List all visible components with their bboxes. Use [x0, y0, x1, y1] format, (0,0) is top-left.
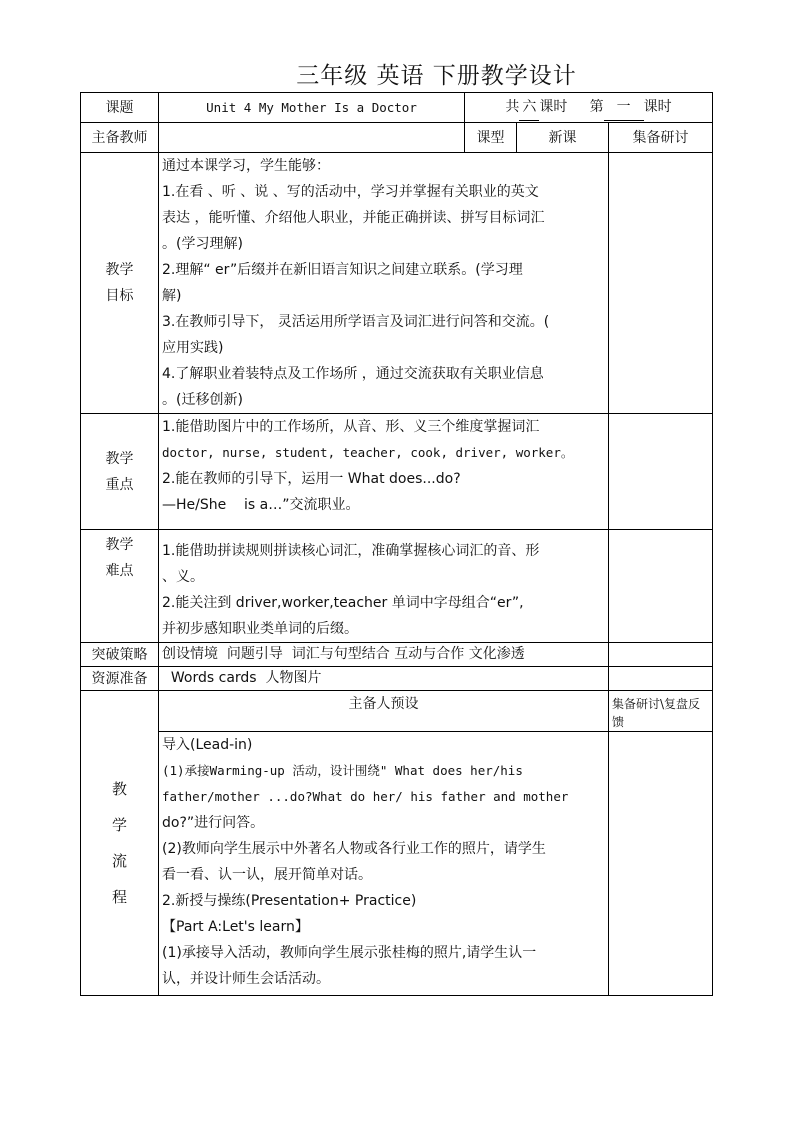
goals-line: 通过本课学习，学生能够：: [162, 158, 330, 174]
key-points-research: [609, 414, 713, 530]
flow-line: (2)教师向学生展示中外著名人物或各行业工作的照片，请学生: [162, 841, 546, 857]
difficulties-content: [159, 530, 609, 643]
resources-label: 资源准备: [81, 667, 159, 691]
goals-line: 。(学习理解): [162, 236, 243, 252]
key-points-line: doctor, nurse, student, teacher, cook, driver, worker。: [162, 445, 574, 460]
strategy-label: 突破策略: [81, 643, 159, 667]
flow-content: [159, 732, 609, 996]
difficulties-label: 教学 难点: [81, 530, 159, 643]
key-points-content: [159, 414, 609, 530]
resources-research: [609, 667, 713, 691]
teacher-value: [159, 123, 465, 153]
flow-line: 认，并设计师生会话活动。: [162, 971, 330, 987]
topic-row: [81, 93, 713, 123]
teacher-row: [81, 123, 713, 153]
difficulties-research: [609, 530, 713, 643]
difficulties-line: 、义。: [162, 569, 204, 585]
strategy-research: [609, 643, 713, 667]
flow-line: father/mother ...do?What do her/ his father and mother: [162, 789, 569, 804]
goals-line: 。(迁移创新): [162, 392, 243, 408]
topic-label: 课题: [81, 93, 159, 123]
flow-header-main: 主备人预设: [159, 691, 609, 732]
difficulties-line: 并初步感知职业类单词的后缀。: [162, 621, 358, 637]
difficulties-line: 1.能借助拼读规则拼读核心词汇，准确掌握核心词汇的音、形: [162, 543, 540, 559]
goals-row: [81, 153, 713, 414]
difficulties-line: 2.能关注到 driver,worker,teacher 单词中字母组合“er”,: [162, 595, 524, 611]
lesson-plan-table: [80, 92, 713, 996]
goals-line: 2.理解“ er”后缀并在新旧语言知识之间建立联系。(学习理: [162, 262, 523, 278]
document-title: 三年级 英语 下册教学设计: [296, 63, 577, 89]
strategy-value: 创设情境 问题引导 词汇与句型结合 互动与合作 文化渗透: [159, 643, 609, 667]
goals-line: 1.在看 、听 、说 、写的活动中，学习并掌握有关职业的英文: [162, 184, 539, 200]
topic-value: Unit 4 My Mother Is a Doctor: [159, 93, 465, 123]
strategy-row: [81, 643, 713, 667]
goals-line: 3.在教师引导下， 灵活运用所学语言及词汇进行问答和交流。(: [162, 314, 550, 330]
lesson-count: 共 六 课时 第 一 课时: [465, 93, 713, 123]
goals-line: 解): [162, 288, 182, 304]
goals-research: [609, 153, 713, 414]
goals-label: 教学 目标: [81, 153, 159, 414]
flow-content-row: [81, 732, 713, 996]
flow-line: (1)承接导入活动，教师向学生展示张桂梅的照片,请学生认一: [162, 945, 537, 961]
key-points-line: 2.能在教师的引导下，运用一 What does...do?: [162, 471, 461, 487]
teacher-label: 主备教师: [81, 123, 159, 153]
goals-line: 表达 ，能听懂、介绍他人职业，并能正确拼读、拼写目标词汇: [162, 210, 545, 226]
key-points-row: [81, 414, 713, 530]
flow-header-row: [81, 691, 713, 732]
flow-label: 教 学 流 程: [81, 691, 159, 996]
resources-row: [81, 667, 713, 691]
flow-line: do?”进行问答。: [162, 815, 265, 831]
flow-header-side: 集备研讨\复盘反馈: [609, 691, 713, 732]
flow-line: 2.新授与操练(Presentation+ Practice): [162, 893, 417, 909]
difficulties-row: [81, 530, 713, 643]
key-points-line: 1.能借助图片中的工作场所，从音、形、义三个维度掌握词汇: [162, 419, 540, 435]
key-points-label: 教学 重点: [81, 414, 159, 530]
flow-line: (1)承接Warming-up 活动，设计围绕" What does her/his: [162, 763, 523, 778]
flow-line: 导入(Lead-in): [162, 737, 253, 753]
resources-value: Words cards 人物图片: [159, 667, 609, 691]
goals-content: [159, 153, 609, 414]
research-label: 集备研讨: [609, 123, 713, 153]
flow-line: 看一看、认一认，展开简单对话。: [162, 867, 372, 883]
flow-research: [609, 732, 713, 996]
goals-line: 4.了解职业着装特点及工作场所 ，通过交流获取有关职业信息: [162, 366, 544, 382]
flow-line: 【Part A:Let's learn】: [162, 919, 309, 935]
lesson-type-label: 课型: [465, 123, 517, 153]
lesson-type-value: 新课: [517, 123, 609, 153]
key-points-line: —He/She is a…”交流职业。: [162, 497, 360, 513]
goals-line: 应用实践): [162, 340, 224, 356]
